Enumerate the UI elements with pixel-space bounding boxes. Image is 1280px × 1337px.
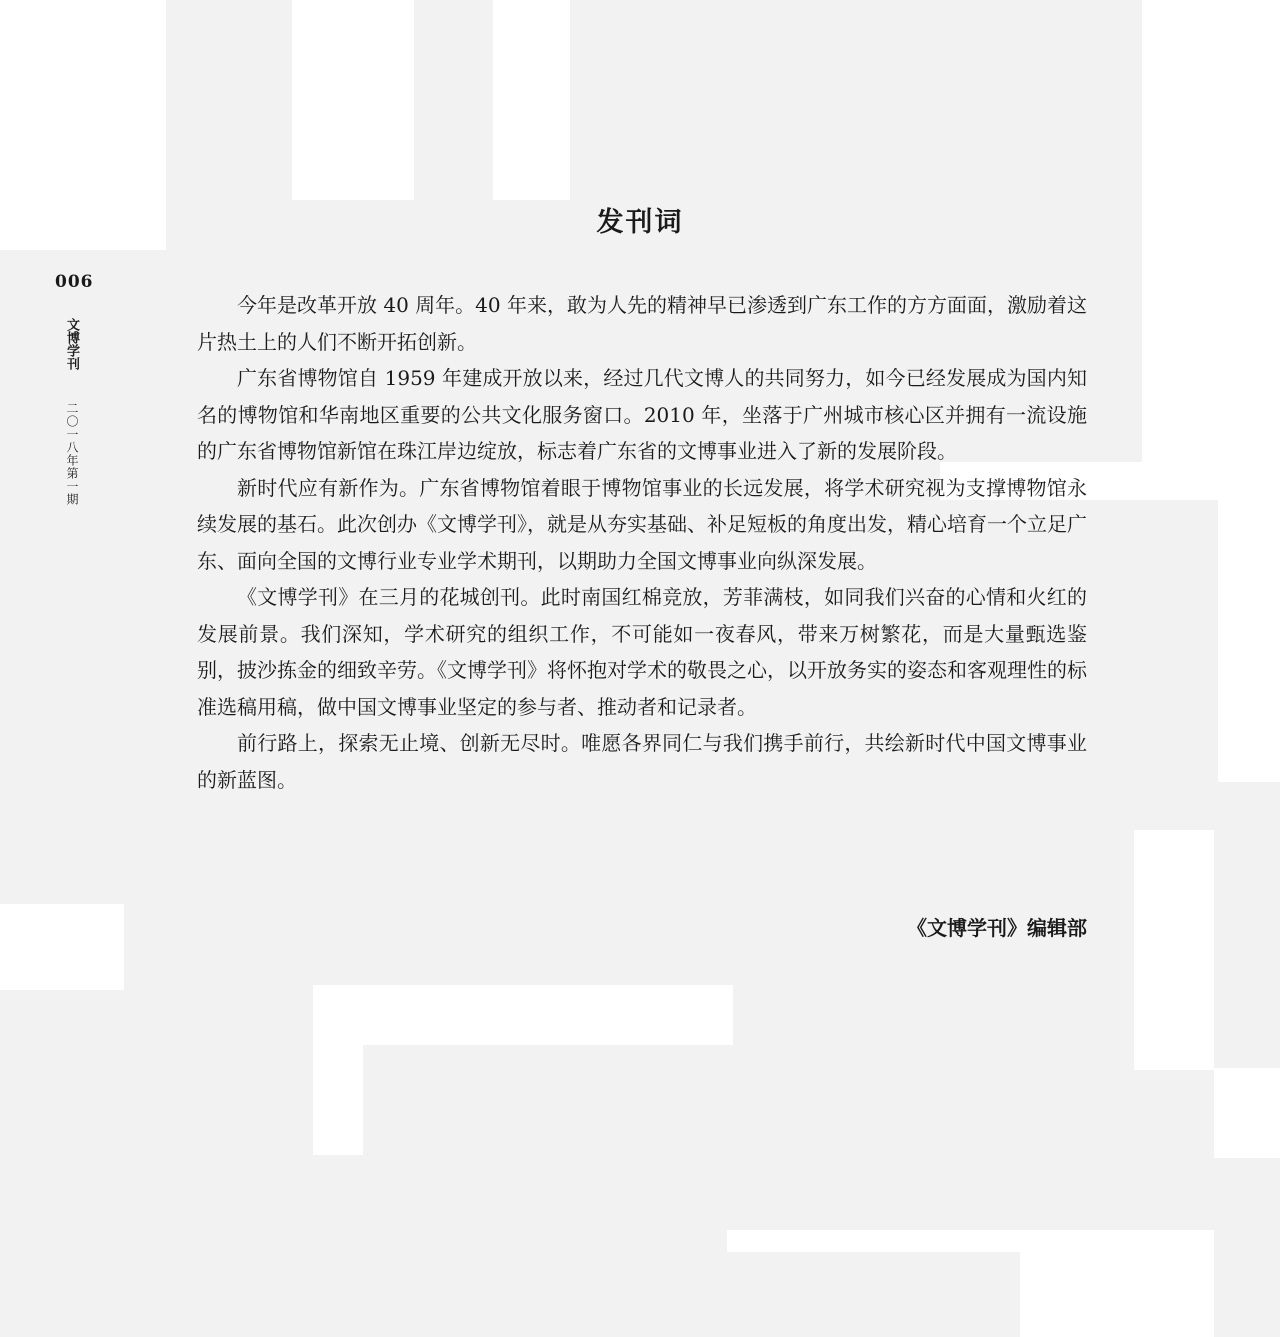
paragraph: 广东省博物馆自 1959 年建成开放以来，经过几代文博人的共同努力，如今已经发展成为国内知名的博物馆和华南地区重要的公共文化服务窗口。2010 年，坐落于广州城市核心区并拥有一流设施的广东省博物馆新馆在珠江岸边绽放，标志着广东省的文博事业进入了新的发展阶段。 [197,366,1087,463]
running-issue-date: 二〇一八年第一期 [65,402,79,506]
editorial-signature: 《文博学刊》编辑部 [907,916,1087,940]
paragraph: 新时代应有新作为。广东省博物馆着眼于博物馆事业的长远发展，将学术研究视为支撑博物馆永续发展的基石。此次创办《文博学刊》，就是从夯实基础、补足短板的角度出发，精心培育一个立足广东、面向全国的文博行业专业学术期刊，以期助力全国文博事业向纵深发展。 [197,475,1087,573]
article-title: 发刊词 [596,207,684,238]
paragraph: 《文博学刊》在三月的花城创刊。此时南国红棉竞放，芳菲满枝，如同我们兴奋的心情和火红的发展前景。我们深知，学术研究的组织工作，不可能如一夜春风，带来万树繁花，而是大量甄选鉴别，披沙拣金的细致辛劳。《文博学刊》将怀抱对学术的敬畏之心，以开放务实的姿态和客观理性的标准选稿用稿，做中国文博事业坚定的参与者、推动者和记录者。 [197,585,1087,719]
article-body [197,287,1087,798]
paragraph: 前行路上，探索无止境、创新无尽时。唯愿各界同仁与我们携手前行，共绘新时代中国文博事业的新蓝图。 [197,731,1087,792]
running-journal-title: 文博学刊 [64,318,79,370]
paragraph: 今年是改革开放 40 周年。40 年来，敢为人先的精神早已渗透到广东工作的方方面面，激励着这片热土上的人们不断开拓创新。 [197,293,1087,354]
page-number: 006 [55,272,94,292]
